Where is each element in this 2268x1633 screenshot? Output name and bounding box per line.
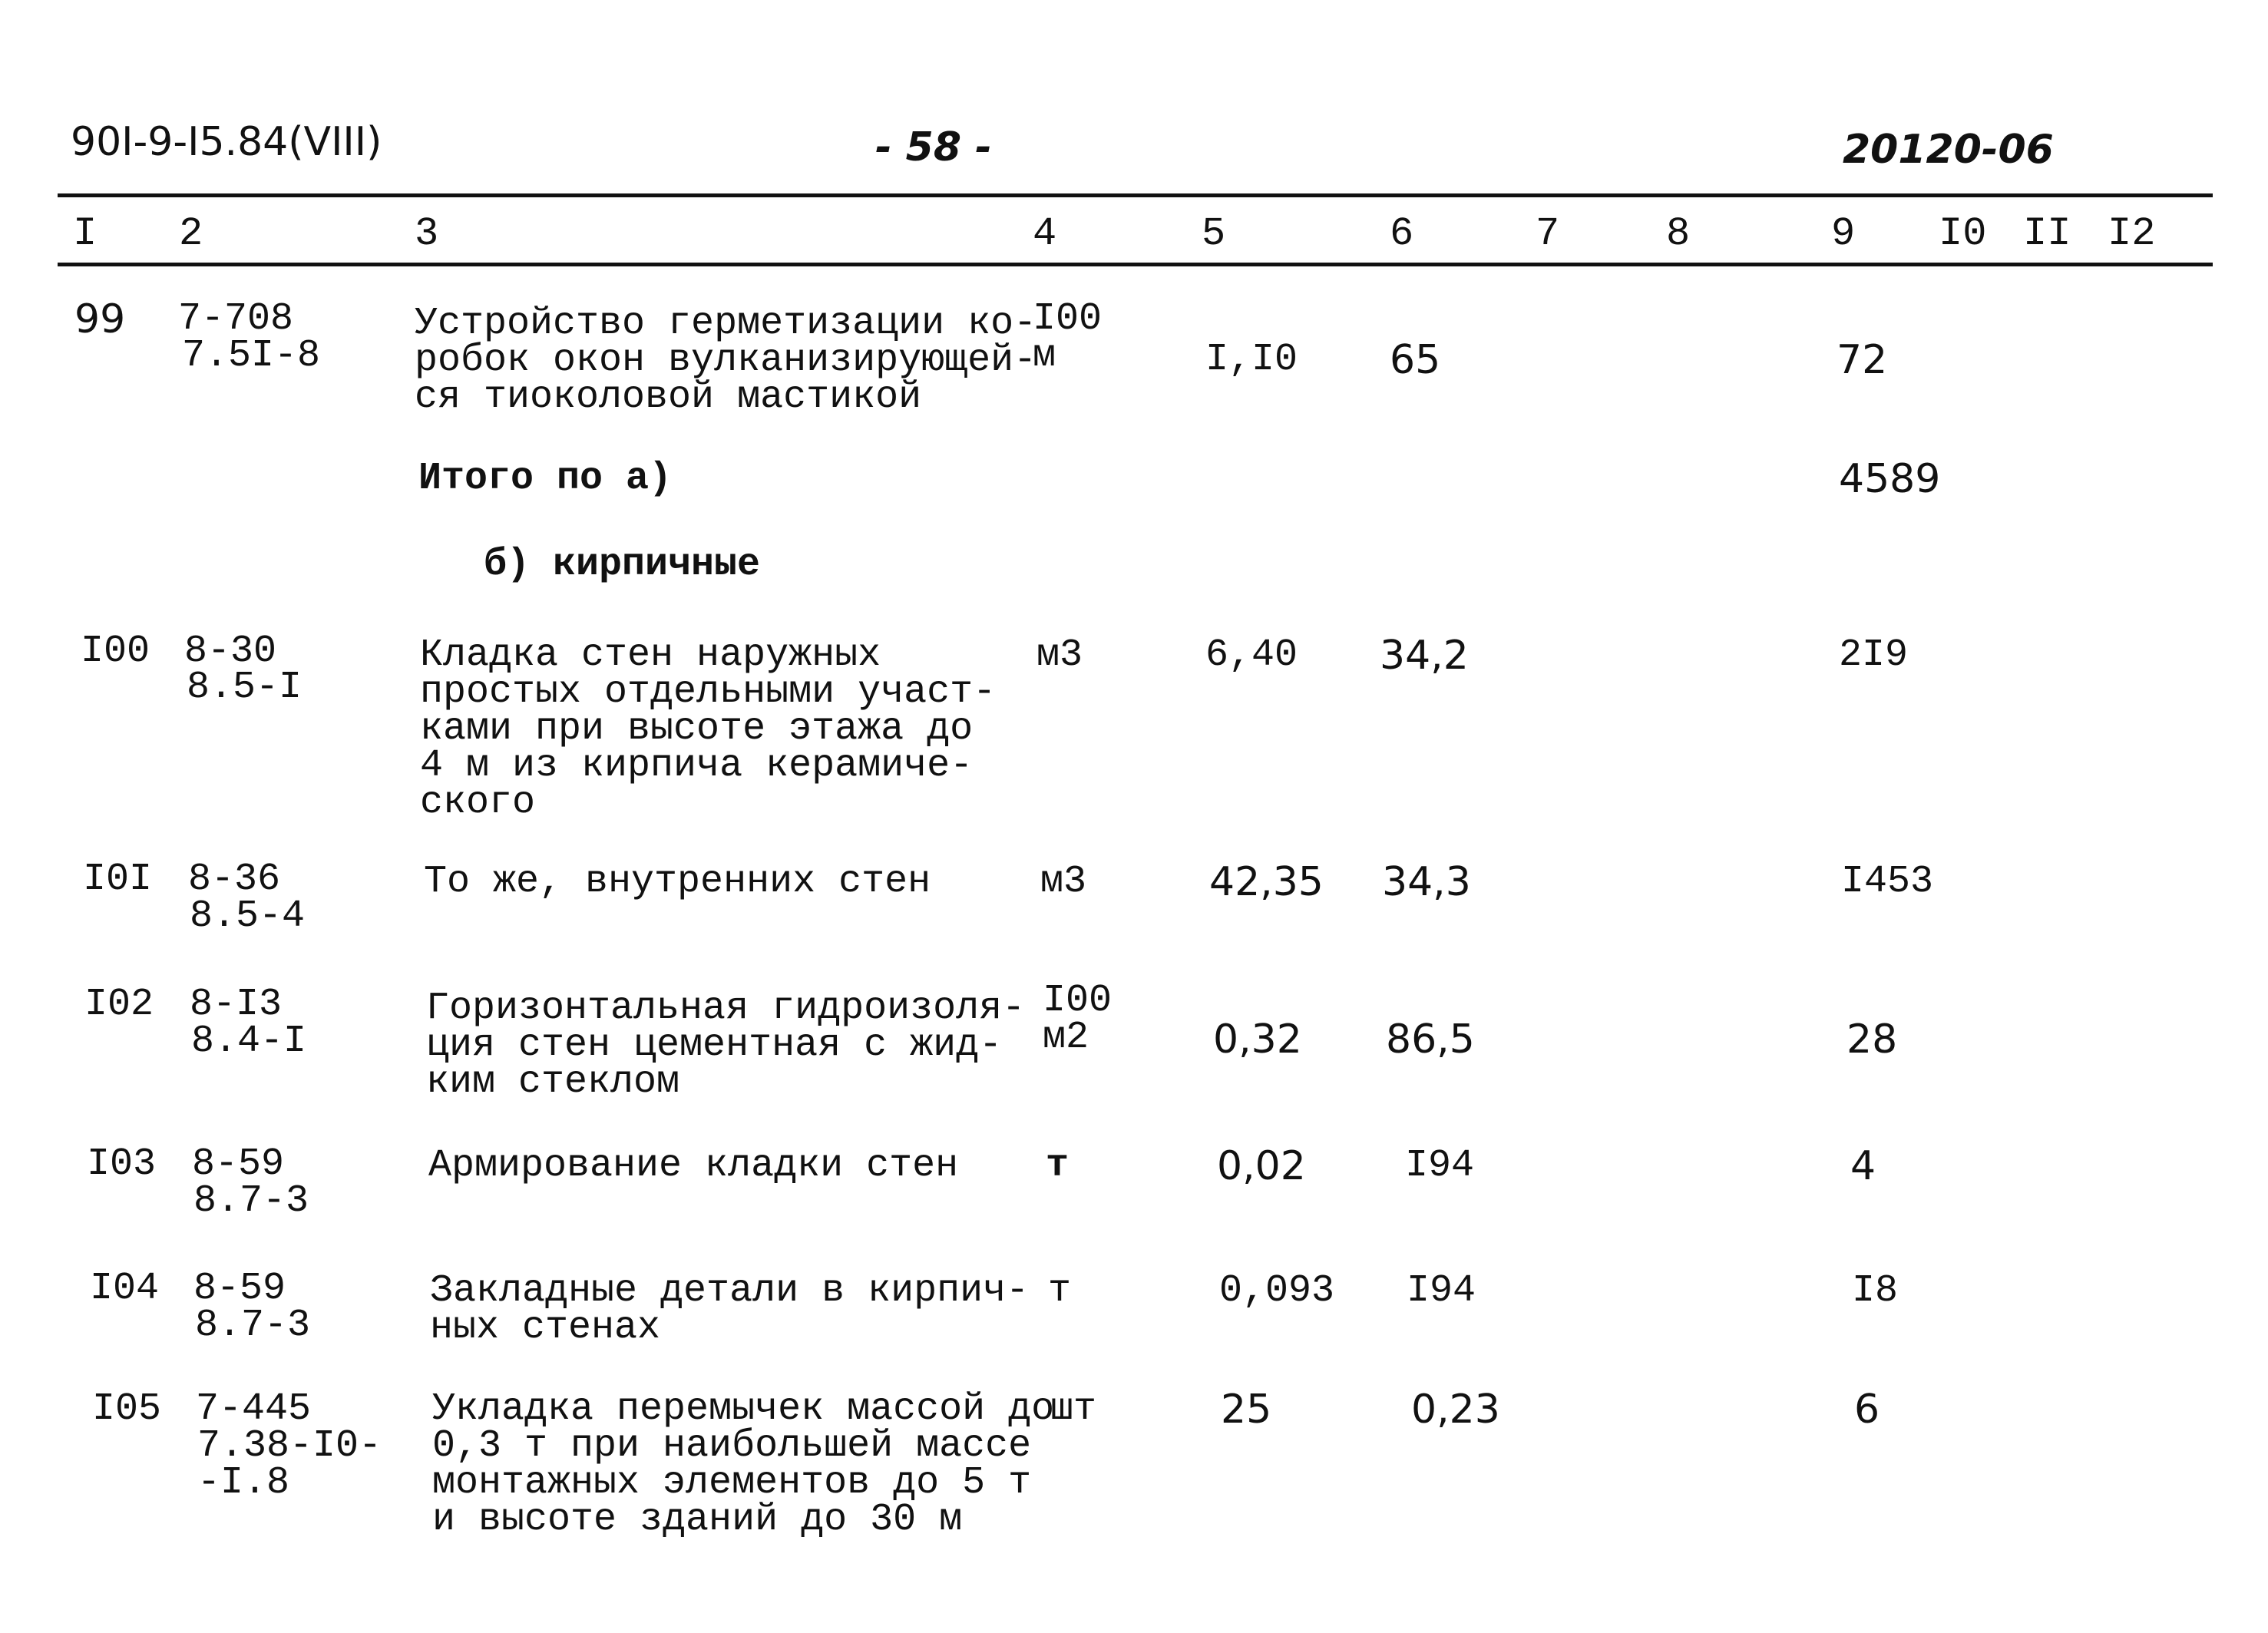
unit-price: I94 <box>1405 1144 1475 1188</box>
unit-price: 0,23 <box>1411 1387 1500 1433</box>
work-description: Армирование кладки стен <box>428 1144 959 1188</box>
unit: шт <box>1050 1387 1097 1431</box>
work-description: Устройство герметизации ко- робок окон вулканизирующей- ся тиоколовой мастикой <box>415 302 1037 419</box>
work-description: То же, внутренних стен <box>424 860 931 904</box>
header-bottom-rule <box>58 263 2213 266</box>
norm-code: 7-445 <box>196 1387 312 1431</box>
subtotal-value: 4589 <box>1839 456 1941 502</box>
norm-code: 8-I3 <box>190 983 283 1026</box>
section-heading: б) кирпичные <box>484 543 761 587</box>
norm-code-sub: 8.7-3 <box>193 1179 309 1223</box>
row-number: I00 <box>81 630 150 673</box>
unit-price: 34,2 <box>1380 633 1469 679</box>
total-cost: 6 <box>1854 1387 1880 1433</box>
unit: т <box>1048 1269 1072 1313</box>
norm-code: 8-30 <box>184 630 277 673</box>
norm-code-sub: 8.4-I <box>191 1020 307 1063</box>
row-number: 99 <box>74 296 126 342</box>
work-description: Кладка стен наружных простых отдельными участ- ками при высоте этажа до 4 м из кирпича керамиче- ского <box>420 633 997 825</box>
header-top-rule <box>58 193 2213 197</box>
column-number: 4 <box>1033 211 1057 256</box>
norm-code-sub: 8.5-4 <box>190 894 306 938</box>
norm-code: 8-36 <box>188 858 281 901</box>
norm-code-sub: 8.5-I <box>187 666 303 709</box>
column-number: 2 <box>179 211 203 256</box>
row-number: I04 <box>90 1267 160 1311</box>
unit: I00 м <box>1033 297 1103 378</box>
total-cost: 4 <box>1850 1143 1876 1189</box>
unit: т <box>1046 1144 1070 1188</box>
row-number: I02 <box>84 983 154 1026</box>
unit-price: 86,5 <box>1386 1016 1475 1063</box>
column-number: 7 <box>1536 211 1560 256</box>
quantity: 42,35 <box>1209 859 1324 905</box>
column-number: 6 <box>1390 211 1414 256</box>
unit-price: I94 <box>1407 1269 1476 1313</box>
document-code: 90I-9-I5.84(VIII) <box>71 119 382 165</box>
total-cost: 72 <box>1837 337 1888 383</box>
quantity: 25 <box>1221 1387 1272 1433</box>
total-cost: 2I9 <box>1839 633 1909 677</box>
work-description: Закладные детали в кирпич- ных стенах <box>430 1269 1030 1350</box>
column-number: 8 <box>1666 211 1691 256</box>
norm-code: 8-59 <box>193 1267 286 1311</box>
row-number: I03 <box>87 1142 157 1186</box>
column-number: I0 <box>1939 211 1987 256</box>
column-number: I <box>73 211 98 256</box>
column-number: 3 <box>415 211 439 256</box>
norm-code: 7-708 <box>178 297 294 341</box>
subtotal-label: Итого по а) <box>418 457 673 501</box>
quantity: 0,32 <box>1213 1016 1302 1063</box>
document-number: 20120-06 <box>1843 127 2054 173</box>
unit: м3 <box>1040 860 1087 904</box>
column-number: II <box>2023 211 2071 256</box>
norm-code-sub: 8.7-3 <box>195 1304 311 1347</box>
quantity: 0,093 <box>1219 1269 1335 1313</box>
quantity: 0,02 <box>1217 1143 1306 1189</box>
norm-code-sub: 7.5I-8 <box>182 334 321 378</box>
row-number: I0I <box>83 858 153 901</box>
unit: м3 <box>1036 633 1083 677</box>
column-number: 5 <box>1202 211 1226 256</box>
column-number: I2 <box>2108 211 2156 256</box>
norm-code: 8-59 <box>192 1142 285 1186</box>
work-description: Укладка перемычек массой до 0,3 т при наибольшей массе монтажных элементов до 5 т и высоте зданий до 30 м <box>432 1387 1055 1542</box>
total-cost: I8 <box>1852 1269 1899 1313</box>
row-number: I05 <box>92 1387 162 1431</box>
total-cost: I453 <box>1841 860 1934 904</box>
total-cost: 28 <box>1846 1016 1898 1063</box>
column-number: 9 <box>1831 211 1856 256</box>
page-number: - 58 - <box>875 124 992 170</box>
quantity: I,I0 <box>1205 338 1298 382</box>
norm-code-sub: 7.38-I0- -I.8 <box>197 1424 382 1505</box>
unit-price: 65 <box>1390 337 1441 383</box>
unit: I00 м2 <box>1043 979 1113 1059</box>
quantity: 6,40 <box>1205 633 1298 677</box>
unit-price: 34,3 <box>1382 859 1471 905</box>
work-description: Горизонтальная гидроизоля- ция стен цементная с жид- ким стеклом <box>426 987 1026 1104</box>
